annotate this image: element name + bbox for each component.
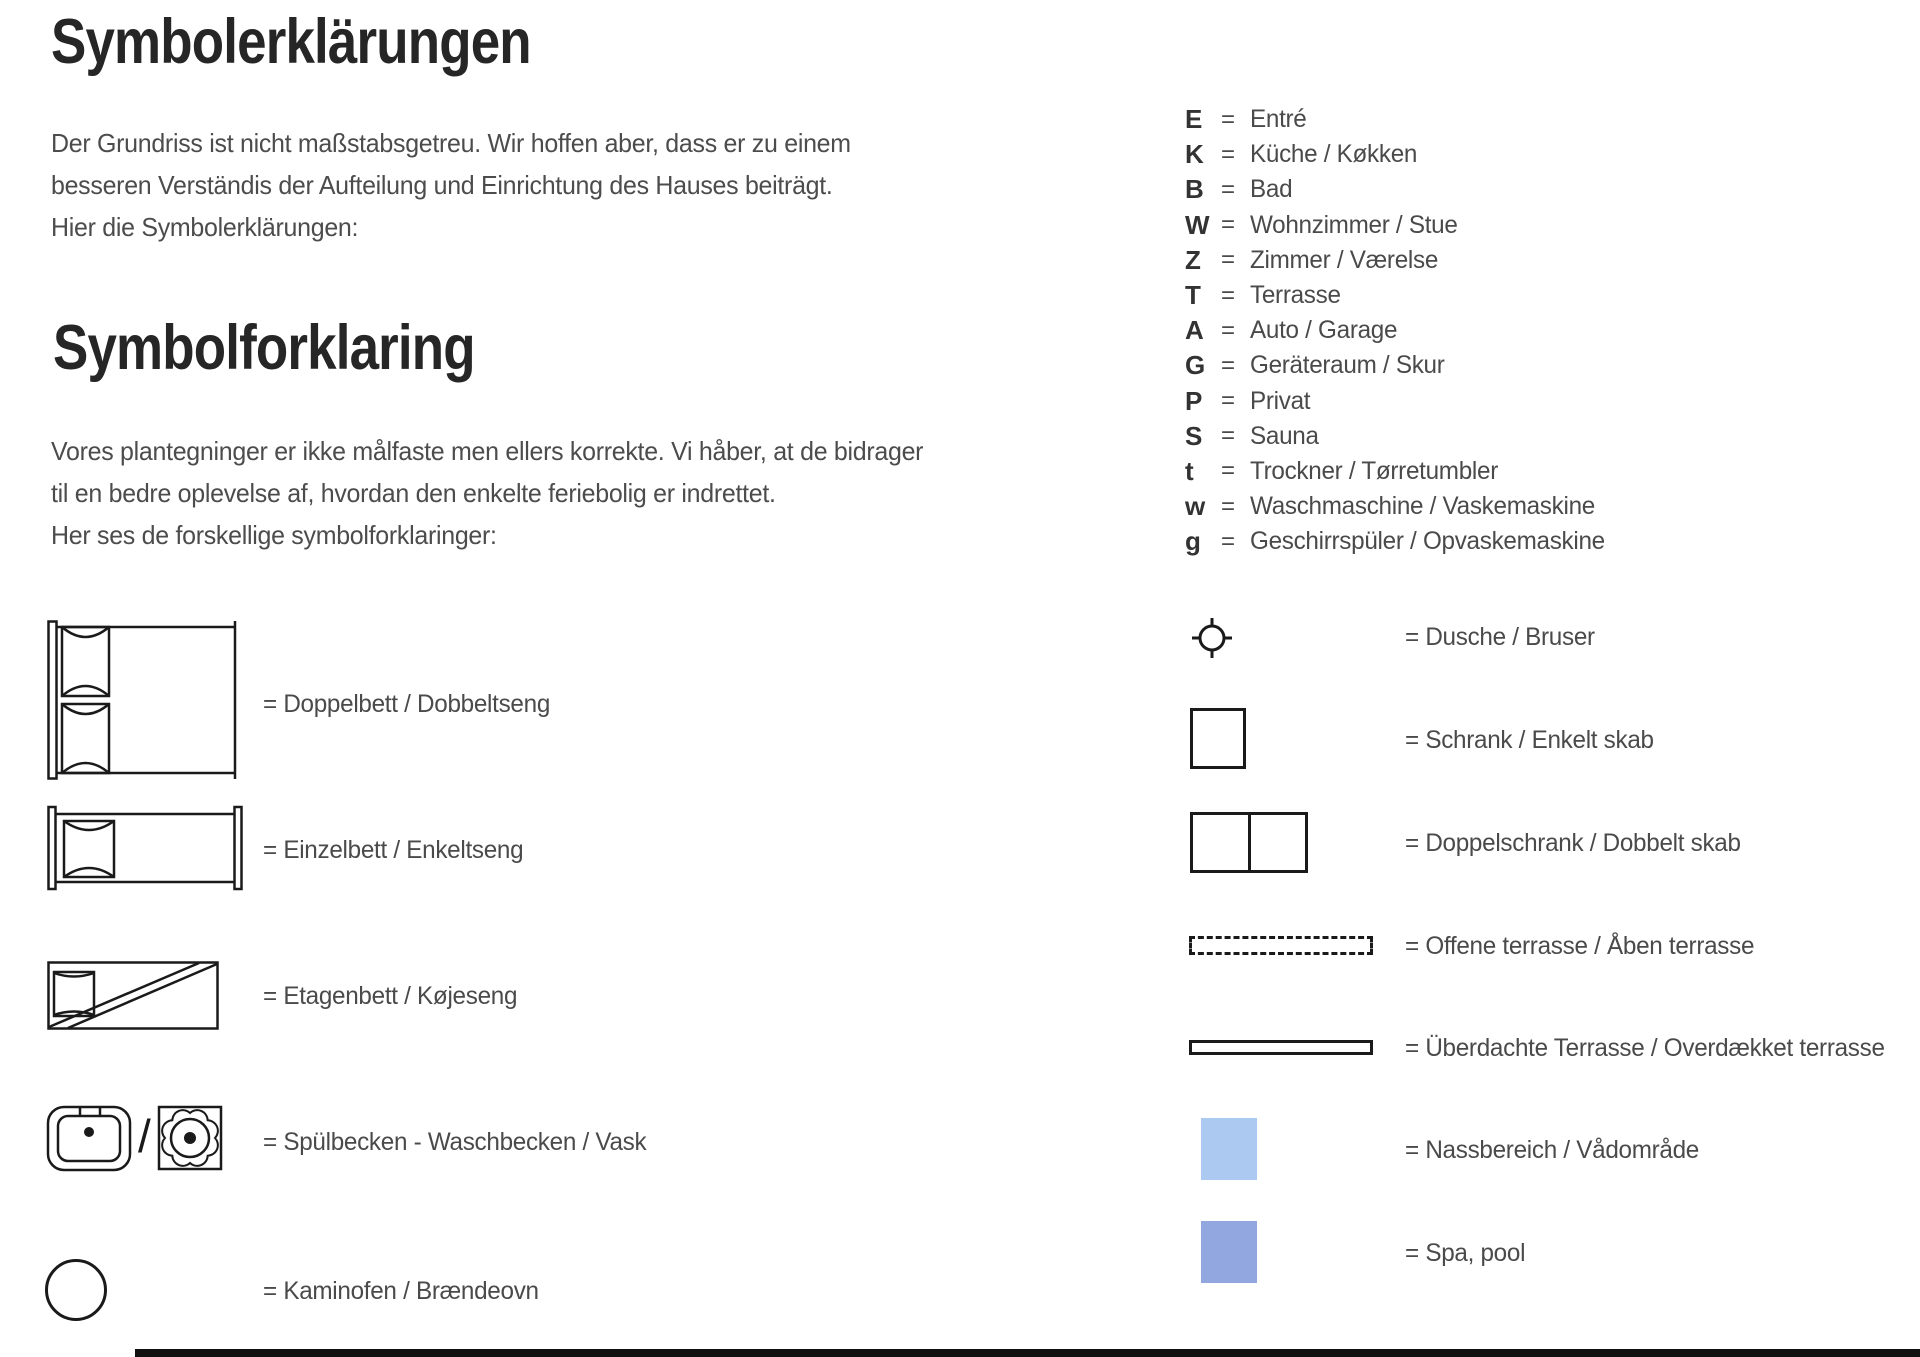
spa-pool-icon [1201,1221,1257,1283]
room-code-row-room [1185,243,1616,278]
room-code-letter: T [1185,280,1201,311]
single-bed-label: = Einzelbett / Enkeltseng [263,836,524,864]
intro-german-line3: Hier die Symbolerklärungen: [51,212,359,242]
room-code-letter: A [1185,315,1204,346]
room-code-label: Geräteraum / Skur [1250,351,1445,380]
equals-sign: = [1221,527,1236,555]
covered-terrace-label: = Überdachte Terrasse / Overdækket terrasse [1405,1034,1885,1062]
room-code-row-bath [1185,172,1616,207]
double-bed-label: = Doppelbett / Dobbeltseng [263,690,551,718]
washbasin-icon [46,1103,132,1173]
equals-sign: = [1221,387,1236,415]
room-code-row-entry [1185,102,1616,137]
room-code-list [1185,102,1616,559]
room-code-label: Küche / Køkken [1250,140,1418,169]
room-code-row-garage [1185,313,1616,348]
intro-danish [51,430,923,556]
room-code-label: Geschirrspüler / Opvaskemaskine [1250,527,1605,556]
room-code-letter: K [1185,139,1204,170]
room-code-row-livingroom [1185,208,1616,243]
room-code-label: Trockner / Tørretumbler [1250,456,1498,485]
page-edge-divider [135,1349,1920,1357]
equals-sign: = [1221,211,1236,239]
intro-german [51,122,851,248]
wet-area-icon [1201,1118,1257,1180]
room-code-letter: G [1185,350,1205,381]
room-code-row-dishwasher [1185,524,1616,559]
equals-sign: = [1221,457,1236,485]
room-code-letter: P [1185,385,1202,416]
intro-german-line1: Der Grundriss ist nicht maßstabsgetreu. Wir hoffen aber, dass er zu einem [51,128,851,158]
shower-icon [1188,614,1236,662]
equals-sign: = [1221,351,1236,379]
room-code-letter: S [1185,420,1202,451]
double-wardrobe-label: = Doppelschrank / Dobbelt skab [1405,829,1741,857]
intro-german-line2: besseren Verständis der Aufteilung und Einrichtung des Hauses beiträgt. [51,170,833,200]
room-code-letter: B [1185,174,1204,205]
room-code-row-private [1185,384,1616,419]
room-code-letter: Z [1185,244,1201,275]
equals-sign: = [1221,140,1236,168]
wet-area-label: = Nassbereich / Vådområde [1405,1136,1700,1164]
room-code-row-sauna [1185,419,1616,454]
equals-sign: = [1221,175,1236,203]
room-code-row-kitchen [1185,137,1616,172]
sink-label: = Spülbecken - Waschbecken / Vask [263,1128,647,1156]
single-bed-icon [47,805,243,891]
room-code-label: Privat [1250,386,1311,415]
kitchen-sink-icon [157,1105,223,1171]
room-code-row-washer [1185,489,1616,524]
intro-danish-line1: Vores plantegninger er ikke målfaste men ellers korrekte. Vi håber, at de bidrager [51,436,924,466]
wood-stove-icon [45,1259,107,1321]
shower-label: = Dusche / Bruser [1405,623,1595,651]
room-code-label: Terrasse [1250,281,1341,310]
intro-danish-line2: til en bedre oplevelse af, hvordan den enkelte feriebolig er indrettet. [51,478,776,508]
equals-sign: = [1221,492,1236,520]
room-code-row-dryer [1185,454,1616,489]
room-code-row-terrace [1185,278,1616,313]
double-wardrobe-icon [1190,812,1308,873]
slash-separator: / [138,1110,151,1162]
equals-sign: = [1221,316,1236,344]
open-terrace-label: = Offene terrasse / Åben terrasse [1405,932,1755,960]
sink-symbols [46,1103,223,1173]
covered-terrace-icon [1189,1040,1373,1055]
double-bed-icon [47,620,240,780]
bunk-bed-label: = Etagenbett / Køjeseng [263,982,518,1010]
page-title-german: Symbolerklärungen [51,7,531,77]
equals-sign: = [1221,281,1236,309]
bunk-bed-icon [47,961,219,1030]
page-title-danish: Symbolforklaring [53,313,475,383]
equals-sign: = [1221,422,1236,450]
spa-pool-label: = Spa, pool [1405,1239,1526,1267]
intro-danish-line3: Her ses de forskellige symbolforklaringer: [51,520,497,550]
open-terrace-icon [1189,936,1373,955]
room-code-letter: E [1185,104,1202,135]
wood-stove-label: = Kaminofen / Brændeovn [263,1277,539,1305]
room-code-label: Entré [1250,105,1307,134]
room-code-letter: w [1185,491,1205,522]
room-code-letter: W [1185,209,1210,240]
equals-sign: = [1221,246,1236,274]
room-code-label: Auto / Garage [1250,316,1398,345]
room-code-letter: t [1185,455,1194,486]
room-code-letter: g [1185,526,1201,557]
room-code-label: Wohnzimmer / Stue [1250,210,1458,239]
single-wardrobe-label: = Schrank / Enkelt skab [1405,726,1654,754]
equals-sign: = [1221,105,1236,133]
room-code-label: Waschmaschine / Vaskemaskine [1250,492,1595,521]
room-code-label: Bad [1250,175,1293,204]
room-code-label: Sauna [1250,421,1319,450]
room-code-row-shed [1185,348,1616,383]
room-code-label: Zimmer / Værelse [1250,245,1439,274]
single-wardrobe-icon [1190,708,1246,769]
